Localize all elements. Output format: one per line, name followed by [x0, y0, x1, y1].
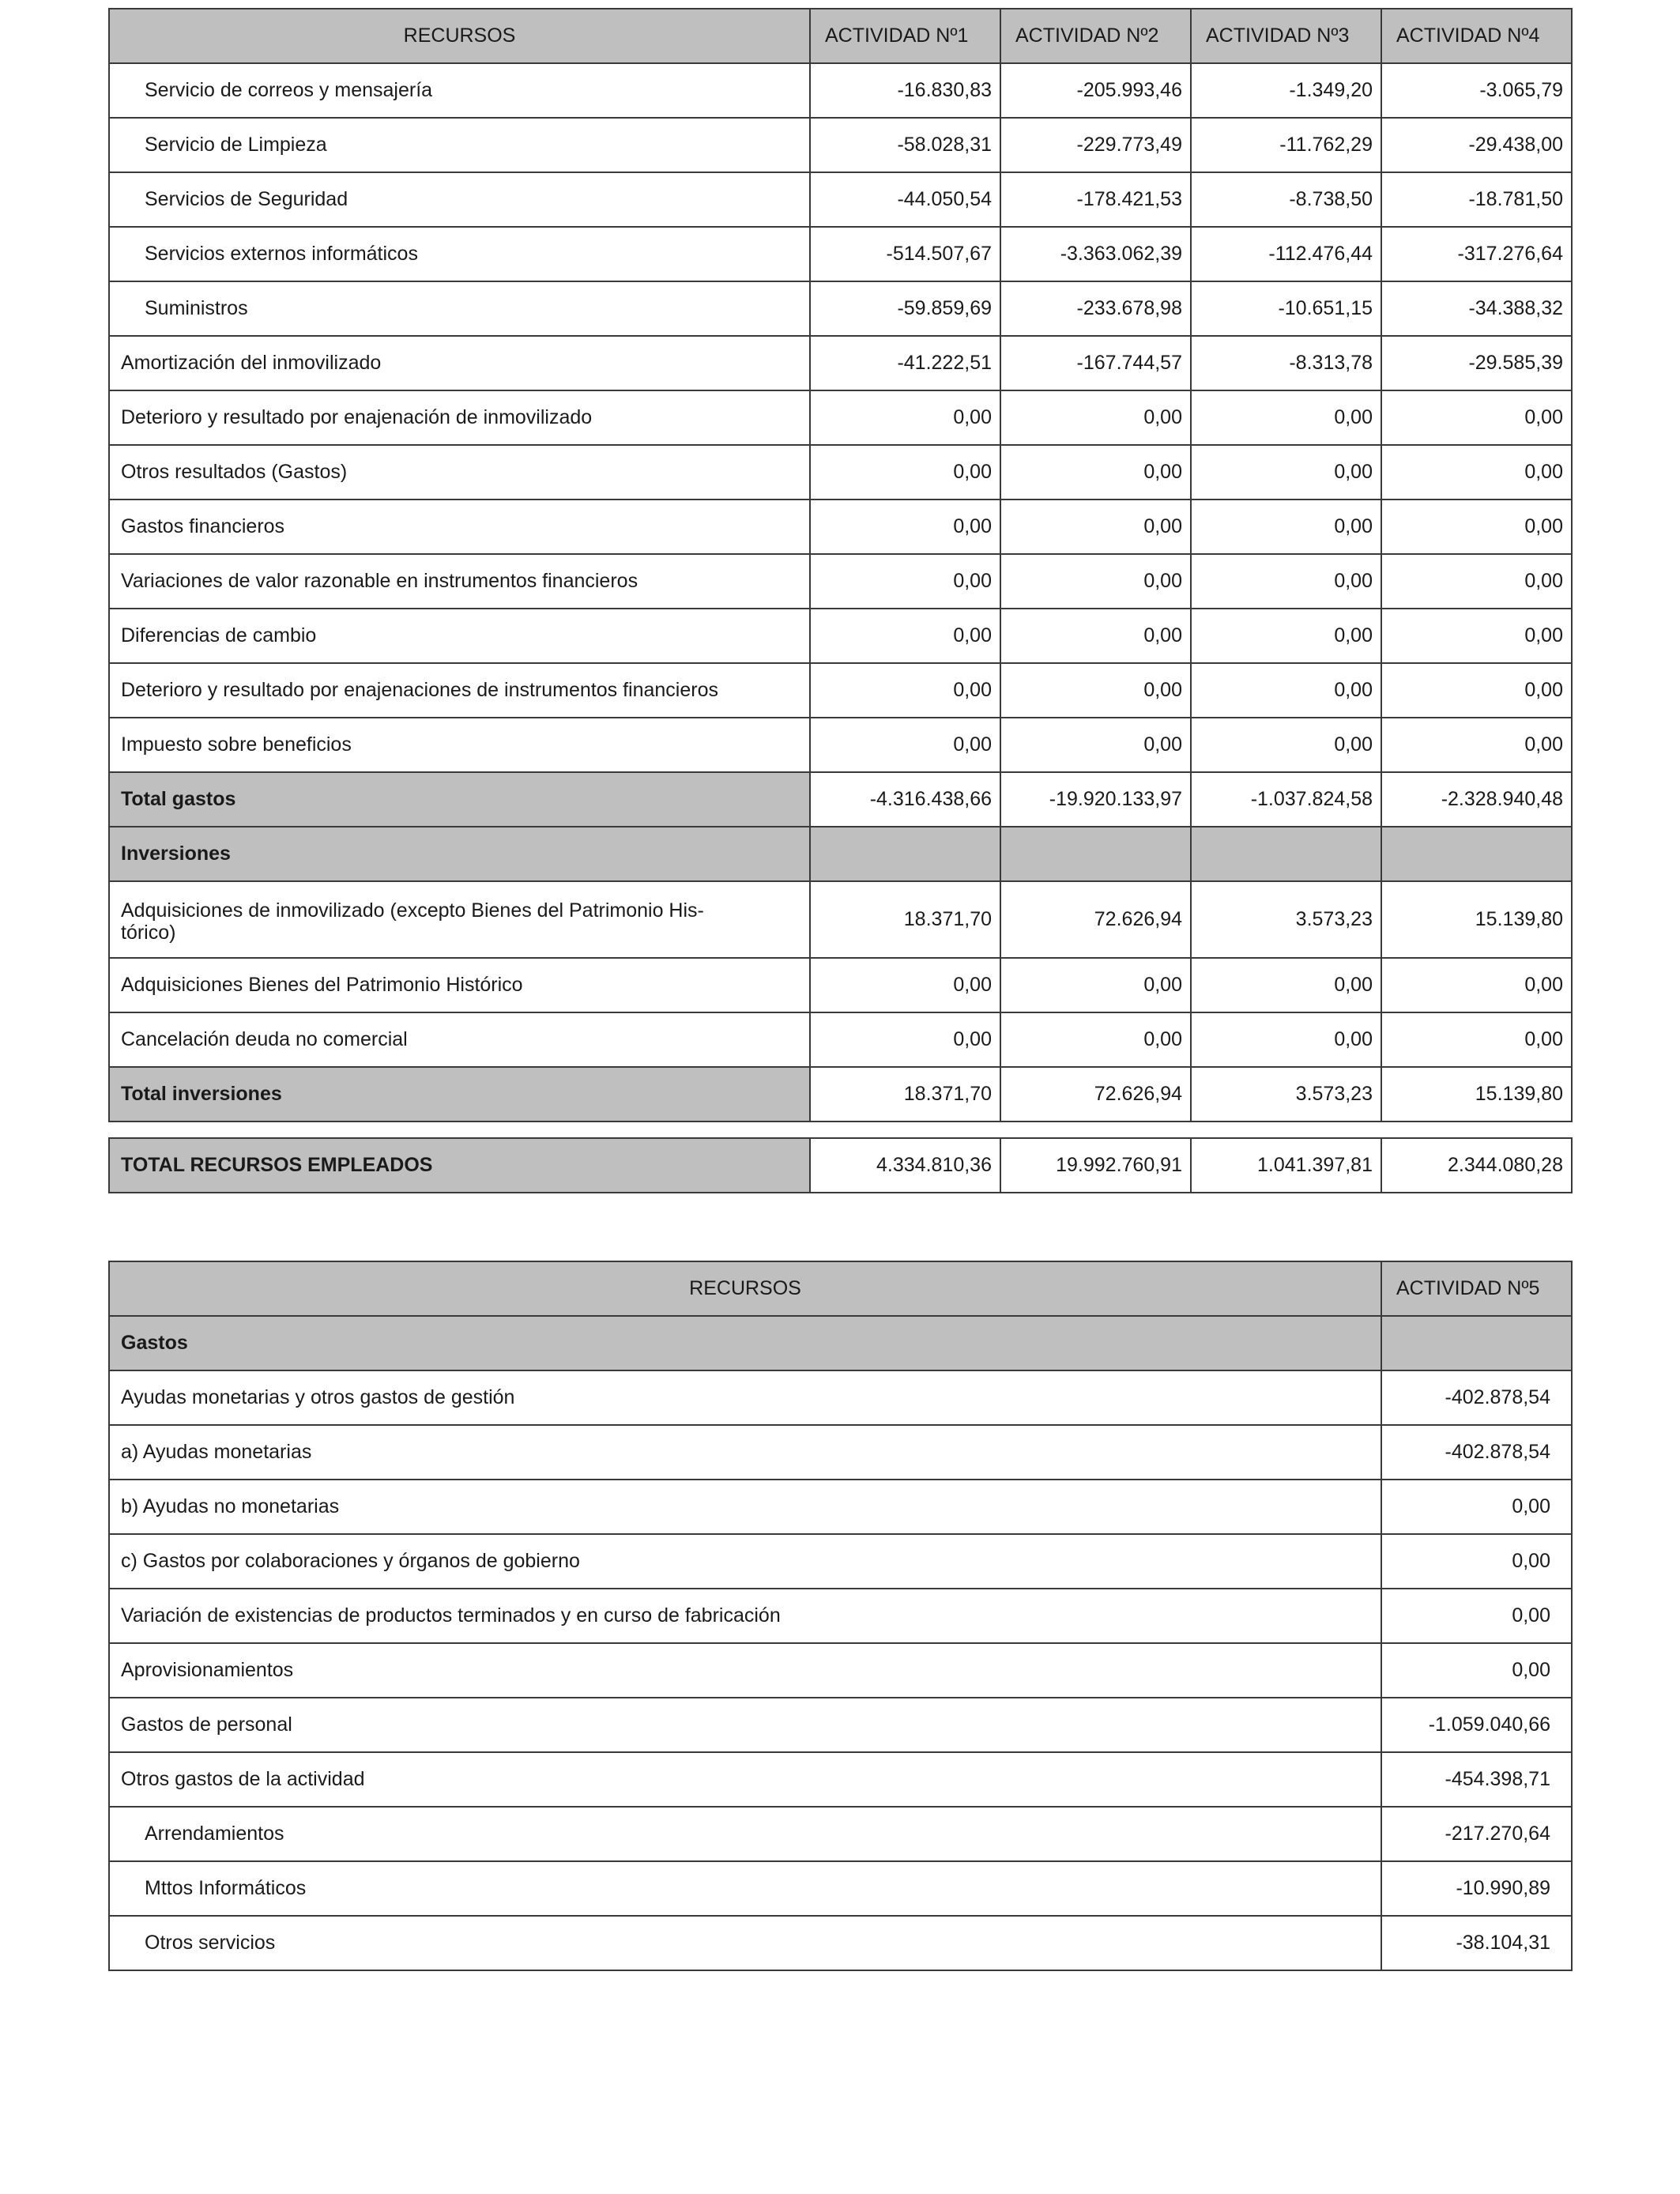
cell-value: -44.050,54 — [810, 172, 1000, 227]
cell-value: 1.041.397,81 — [1191, 1138, 1381, 1193]
cell-value: 72.626,94 — [1000, 1067, 1191, 1122]
cell-value: 0,00 — [1381, 958, 1572, 1012]
cell-value: -16.830,83 — [810, 63, 1000, 118]
header-actividad-3: ACTIVIDAD Nº3 — [1191, 9, 1381, 63]
header-actividad-4: ACTIVIDAD Nº4 — [1381, 9, 1572, 63]
cell-value: 0,00 — [1191, 718, 1381, 772]
cell-value: 0,00 — [1381, 1012, 1572, 1067]
resources-table-activities-1-4 — [108, 8, 1573, 1122]
cell-value: -59.859,69 — [810, 281, 1000, 336]
cell-value: -10.651,15 — [1191, 281, 1381, 336]
cell-value: -1.037.824,58 — [1191, 772, 1381, 827]
cell-value: 0,00 — [1191, 554, 1381, 609]
table-row — [109, 1643, 1572, 1698]
row-label-line-1: Adquisiciones de inmovilizado (excepto Bienes del Patrimonio His- — [121, 899, 704, 922]
table-row — [109, 1698, 1572, 1752]
table-row — [109, 718, 1572, 772]
cell-value: -41.222,51 — [810, 336, 1000, 390]
cell-value: 0,00 — [810, 1012, 1000, 1067]
cell-value: -217.270,64 — [1381, 1807, 1572, 1861]
header-actividad-1: ACTIVIDAD Nº1 — [810, 9, 1000, 63]
row-label: Cancelación deuda no comercial — [109, 1012, 810, 1067]
subtotal-row-total-inversiones — [109, 1067, 1572, 1122]
row-label-line-2: tórico) — [121, 921, 176, 944]
row-label — [109, 881, 810, 958]
cell-value: -167.744,57 — [1000, 336, 1191, 390]
row-label: Total inversiones — [109, 1067, 810, 1122]
table-row — [109, 1012, 1572, 1067]
cell-value: 0,00 — [1191, 958, 1381, 1012]
row-label: Deterioro y resultado por enajenación de inmovilizado — [109, 390, 810, 445]
table-row — [109, 1534, 1572, 1589]
table-row — [109, 281, 1572, 336]
cell-value: 0,00 — [1000, 554, 1191, 609]
subtotal-row-total-gastos — [109, 772, 1572, 827]
row-label: Impuesto sobre beneficios — [109, 718, 810, 772]
row-label: Gastos financieros — [109, 499, 810, 554]
total-resources-table — [108, 1137, 1573, 1193]
cell-value: 3.573,23 — [1191, 881, 1381, 958]
cell-value: -2.328.940,48 — [1381, 772, 1572, 827]
cell-value: 0,00 — [1000, 390, 1191, 445]
cell-value: -402.878,54 — [1381, 1370, 1572, 1425]
row-label: Amortización del inmovilizado — [109, 336, 810, 390]
cell-value — [1000, 827, 1191, 881]
cell-value: 0,00 — [1381, 1480, 1572, 1534]
row-label: Servicio de Limpieza — [109, 118, 810, 172]
table-row — [109, 390, 1572, 445]
table-row — [109, 1916, 1572, 1970]
cell-value: 2.344.080,28 — [1381, 1138, 1572, 1193]
cell-value: -38.104,31 — [1381, 1916, 1572, 1970]
cell-value — [1191, 827, 1381, 881]
table-header-row — [109, 9, 1572, 63]
cell-value: 0,00 — [1000, 958, 1191, 1012]
header-recursos: RECURSOS — [109, 9, 810, 63]
table-row — [109, 609, 1572, 663]
row-label: Aprovisionamientos — [109, 1643, 1381, 1698]
cell-value: -34.388,32 — [1381, 281, 1572, 336]
cell-value: 4.334.810,36 — [810, 1138, 1000, 1193]
table-row — [109, 881, 1572, 958]
resources-table-activity-5 — [108, 1261, 1573, 1971]
cell-value: -19.920.133,97 — [1000, 772, 1191, 827]
grand-total-row — [109, 1138, 1572, 1193]
row-label: Otros servicios — [109, 1916, 1381, 1970]
cell-value: 0,00 — [1000, 445, 1191, 499]
table-row — [109, 1589, 1572, 1643]
table-row — [109, 958, 1572, 1012]
row-label: Otros resultados (Gastos) — [109, 445, 810, 499]
cell-value: -317.276,64 — [1381, 227, 1572, 281]
section-row-inversiones — [109, 827, 1572, 881]
cell-value: -1.349,20 — [1191, 63, 1381, 118]
table-row — [109, 1370, 1572, 1425]
cell-value: -1.059.040,66 — [1381, 1698, 1572, 1752]
row-label: Total gastos — [109, 772, 810, 827]
row-label: Variación de existencias de productos terminados y en curso de fabricación — [109, 1589, 1381, 1643]
cell-value: 0,00 — [1381, 445, 1572, 499]
table-row — [109, 1861, 1572, 1916]
cell-value: 0,00 — [1000, 718, 1191, 772]
row-label: a) Ayudas monetarias — [109, 1425, 1381, 1480]
cell-value: -11.762,29 — [1191, 118, 1381, 172]
cell-value: -178.421,53 — [1000, 172, 1191, 227]
row-label: Variaciones de valor razonable en instrumentos financieros — [109, 554, 810, 609]
cell-value: -233.678,98 — [1000, 281, 1191, 336]
row-label: Adquisiciones Bienes del Patrimonio Histórico — [109, 958, 810, 1012]
row-label: Deterioro y resultado por enajenaciones de instrumentos financieros — [109, 663, 810, 718]
table-row — [109, 1807, 1572, 1861]
table-row — [109, 1480, 1572, 1534]
cell-value: -29.438,00 — [1381, 118, 1572, 172]
cell-value: 15.139,80 — [1381, 881, 1572, 958]
cell-value: 0,00 — [810, 499, 1000, 554]
cell-value: -514.507,67 — [810, 227, 1000, 281]
row-label: TOTAL RECURSOS EMPLEADOS — [109, 1138, 810, 1193]
cell-value: 0,00 — [1381, 609, 1572, 663]
cell-value: 0,00 — [1191, 609, 1381, 663]
cell-value — [1381, 1316, 1572, 1370]
section-label: Inversiones — [109, 827, 810, 881]
cell-value: -229.773,49 — [1000, 118, 1191, 172]
cell-value: 0,00 — [1381, 554, 1572, 609]
row-label: Servicio de correos y mensajería — [109, 63, 810, 118]
section-label: Gastos — [109, 1316, 1381, 1370]
cell-value: 19.992.760,91 — [1000, 1138, 1191, 1193]
row-label: Servicios de Seguridad — [109, 172, 810, 227]
cell-value: 0,00 — [1191, 1012, 1381, 1067]
cell-value: 0,00 — [1381, 1589, 1572, 1643]
cell-value: 0,00 — [810, 609, 1000, 663]
cell-value: 0,00 — [1381, 499, 1572, 554]
table-row — [109, 172, 1572, 227]
cell-value: -3.363.062,39 — [1000, 227, 1191, 281]
cell-value: 15.139,80 — [1381, 1067, 1572, 1122]
cell-value: 0,00 — [1381, 1534, 1572, 1589]
cell-value: 0,00 — [810, 718, 1000, 772]
cell-value: 0,00 — [810, 958, 1000, 1012]
cell-value: 0,00 — [1381, 718, 1572, 772]
row-label: Servicios externos informáticos — [109, 227, 810, 281]
table-row — [109, 336, 1572, 390]
cell-value: -29.585,39 — [1381, 336, 1572, 390]
table-header-row — [109, 1261, 1572, 1316]
cell-value: 0,00 — [1191, 390, 1381, 445]
cell-value: -205.993,46 — [1000, 63, 1191, 118]
cell-value — [1381, 827, 1572, 881]
cell-value: 0,00 — [810, 390, 1000, 445]
cell-value: -4.316.438,66 — [810, 772, 1000, 827]
table-row — [109, 63, 1572, 118]
cell-value: -454.398,71 — [1381, 1752, 1572, 1807]
row-label: Mttos Informáticos — [109, 1861, 1381, 1916]
table-row — [109, 1425, 1572, 1480]
cell-value: 0,00 — [1000, 499, 1191, 554]
row-label: Gastos de personal — [109, 1698, 1381, 1752]
section-row-gastos — [109, 1316, 1572, 1370]
row-label: b) Ayudas no monetarias — [109, 1480, 1381, 1534]
cell-value: -8.313,78 — [1191, 336, 1381, 390]
table-row — [109, 499, 1572, 554]
table-row — [109, 227, 1572, 281]
cell-value: 3.573,23 — [1191, 1067, 1381, 1122]
cell-value: 0,00 — [1381, 1643, 1572, 1698]
row-label: Ayudas monetarias y otros gastos de gestión — [109, 1370, 1381, 1425]
cell-value: -112.476,44 — [1191, 227, 1381, 281]
table-row — [109, 663, 1572, 718]
row-label: c) Gastos por colaboraciones y órganos de gobierno — [109, 1534, 1381, 1589]
cell-value: 18.371,70 — [810, 1067, 1000, 1122]
cell-value: -18.781,50 — [1381, 172, 1572, 227]
cell-value: -3.065,79 — [1381, 63, 1572, 118]
table-row — [109, 445, 1572, 499]
cell-value: 0,00 — [1000, 663, 1191, 718]
cell-value: 0,00 — [810, 663, 1000, 718]
cell-value: 0,00 — [1191, 499, 1381, 554]
row-label: Arrendamientos — [109, 1807, 1381, 1861]
header-actividad-5: ACTIVIDAD Nº5 — [1381, 1261, 1572, 1316]
header-recursos: RECURSOS — [109, 1261, 1381, 1316]
cell-value: -402.878,54 — [1381, 1425, 1572, 1480]
cell-value: 0,00 — [1381, 390, 1572, 445]
table-row — [109, 118, 1572, 172]
cell-value — [810, 827, 1000, 881]
row-label: Diferencias de cambio — [109, 609, 810, 663]
cell-value: -8.738,50 — [1191, 172, 1381, 227]
row-label: Suministros — [109, 281, 810, 336]
cell-value: -10.990,89 — [1381, 1861, 1572, 1916]
cell-value: 0,00 — [1191, 663, 1381, 718]
cell-value: 0,00 — [1191, 445, 1381, 499]
table-row — [109, 1752, 1572, 1807]
cell-value: 0,00 — [1381, 663, 1572, 718]
cell-value: 18.371,70 — [810, 881, 1000, 958]
cell-value: 0,00 — [810, 554, 1000, 609]
cell-value: 0,00 — [1000, 1012, 1191, 1067]
table-row — [109, 554, 1572, 609]
cell-value: 0,00 — [1000, 609, 1191, 663]
cell-value: -58.028,31 — [810, 118, 1000, 172]
header-actividad-2: ACTIVIDAD Nº2 — [1000, 9, 1191, 63]
cell-value: 72.626,94 — [1000, 881, 1191, 958]
row-label: Otros gastos de la actividad — [109, 1752, 1381, 1807]
cell-value: 0,00 — [810, 445, 1000, 499]
